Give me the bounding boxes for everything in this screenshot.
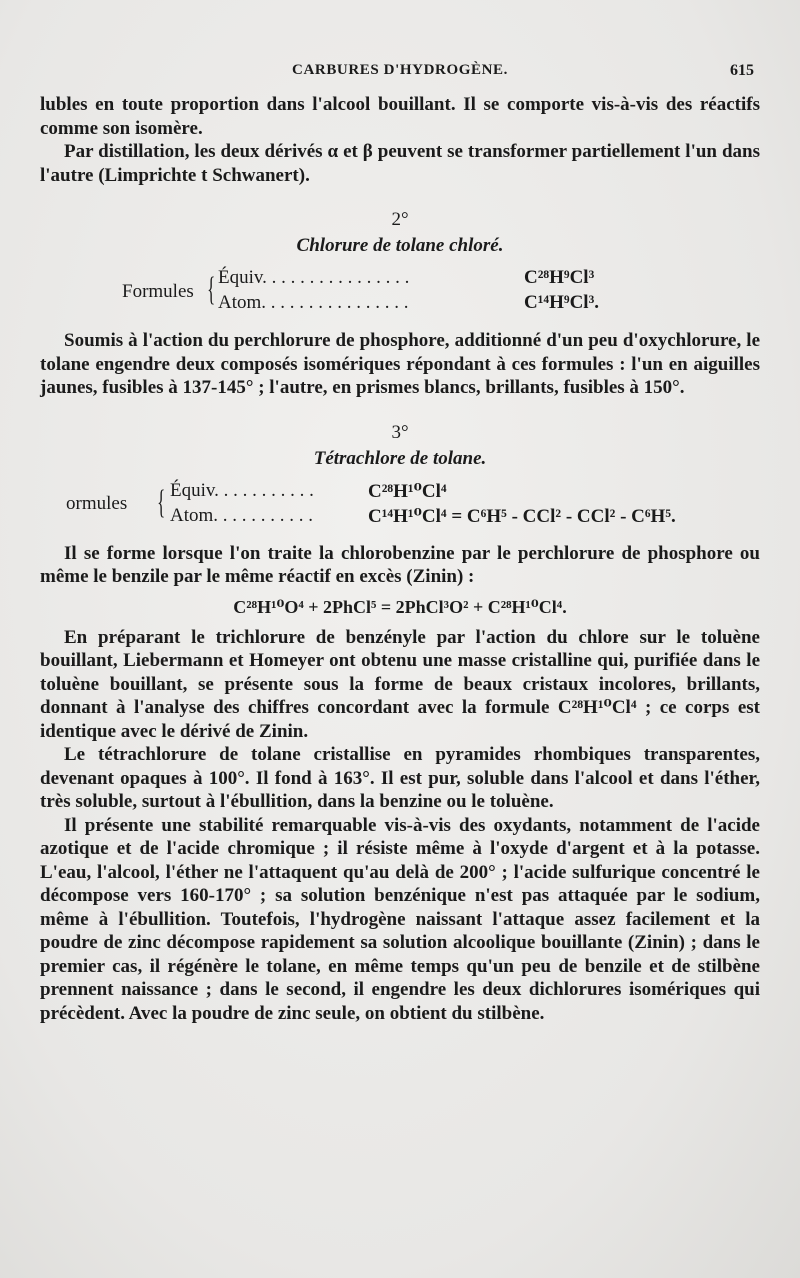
formula-block [40, 265, 760, 321]
atom-formula: C¹⁴H⁹Cl³. [524, 292, 600, 313]
equiv-formula: C²⁸H⁹Cl³ [524, 267, 595, 288]
equiv-label: Équiv. . . . . . . . . . . [170, 479, 314, 501]
brace-glyph: { [207, 271, 216, 308]
section-number: 2° [391, 209, 409, 230]
page-number: 615 [730, 62, 754, 79]
section-number: 3° [391, 421, 409, 443]
page-header [40, 62, 760, 86]
atom-label: Atom. . . . . . . . . . . . . . . . [218, 292, 409, 313]
formula-label: Formules [122, 281, 194, 302]
paragraph-distillation: Par distillation, les deux dérivés α et β peuvent se transformer partiellement l'un dans l'autre (Limprichte t Schwanert). [40, 141, 760, 186]
paragraph-formation: Il se forme lorsque l'on traite la chlorobenzine par le perchlorure de phosphore ou même le benzile par le même réactif en excès (Zinin) : [40, 542, 760, 587]
brace-glyph: { [157, 483, 166, 521]
paragraph-continued: lubles en toute proportion dans l'alcool bouillant. Il se comporte vis-à-vis des réactifs comme son isomère. [40, 94, 760, 139]
chemical-equation: C²⁸H¹⁰O⁴ + 2PhCl⁵ = 2PhCl³O² + C²⁸H¹⁰Cl⁴. [233, 596, 567, 617]
paragraph-properties: Le tétrachlorure de tolane cristallise en pyramides rhombiques transparentes, devenant opaques à 100°. Il fond à 163°. Il est pur, soluble dans l'alcool et dans l'éther, très soluble, surtout à l'ébullition, dans la benzine ou le toluène. [40, 744, 760, 812]
equiv-label: Équiv. . . . . . . . . . . . . . . . [218, 267, 410, 288]
atom-formula: C¹⁴H¹⁰Cl⁴ = C⁶H⁵ - CCl² - CCl² - C⁶H⁵. [368, 505, 676, 527]
running-title: CARBURES D'HYDROGÈNE. [292, 62, 508, 78]
section-title: Chlorure de tolane chloré. [296, 235, 504, 256]
paragraph-perchlorure: Soumis à l'action du perchlorure de phosphore, additionné d'un peu d'oxychlorure, le tolane engendre deux composés isomériques répondant à ces formules : l'un en aiguilles jaunes, fusibles à 137-145° ; l'autre, en prismes blancs, brillants, fusibles à 150°. [40, 330, 760, 398]
atom-label: Atom. . . . . . . . . . . [170, 504, 314, 526]
page-body [40, 93, 760, 1025]
section-title: Tétrachlore de tolane. [313, 447, 487, 469]
equiv-formula: C²⁸H¹⁰Cl⁴ [368, 480, 447, 502]
paragraph-stability: Il présente une stabilité remarquable vis-à-vis des oxydants, notamment de l'acide azotique et de l'acide chromique ; il résiste même à l'oxyde d'argent et à la potasse. L'eau, l'alcool, l'éther ne l'attaquent qu'au delà de 200° ; l'acide sulfurique concentré le décompose vers 160-170° ; sa solution benzénique n'est pas attaquée par le sodium, même à l'ébullition. Toutefois, l'hydrogène naissant l'attaque assez facilement et la poudre de zinc décompose rapidement sa solution alcoolique bouillante (Zinin) ; dans le premier cas, il régénère le tolane, en même temps qu'un peu de benzile et de stilbène prennent naissance ; dans le second, il engendre les deux dichlorures isomériques qui précèdent. Avec la poudre de zinc seule, on obtient du stilbène. [40, 814, 760, 1024]
paragraph-preparation: En préparant le trichlorure de benzényle par l'action du chlore sur le toluène bouillant, Liebermann et Homeyer ont obtenu une masse cristalline qui, purifiée dans le toluène bouillant, se présente sous la forme de beaux cristaux incolores, brillants, donnant à l'analyse des chiffres concordant avec la formule C²⁸H¹⁰Cl⁴ ; ce corps est identique avec le dérivé de Zinin. [40, 626, 760, 742]
formula-block [40, 478, 760, 534]
formula-label: ormules [66, 492, 128, 514]
